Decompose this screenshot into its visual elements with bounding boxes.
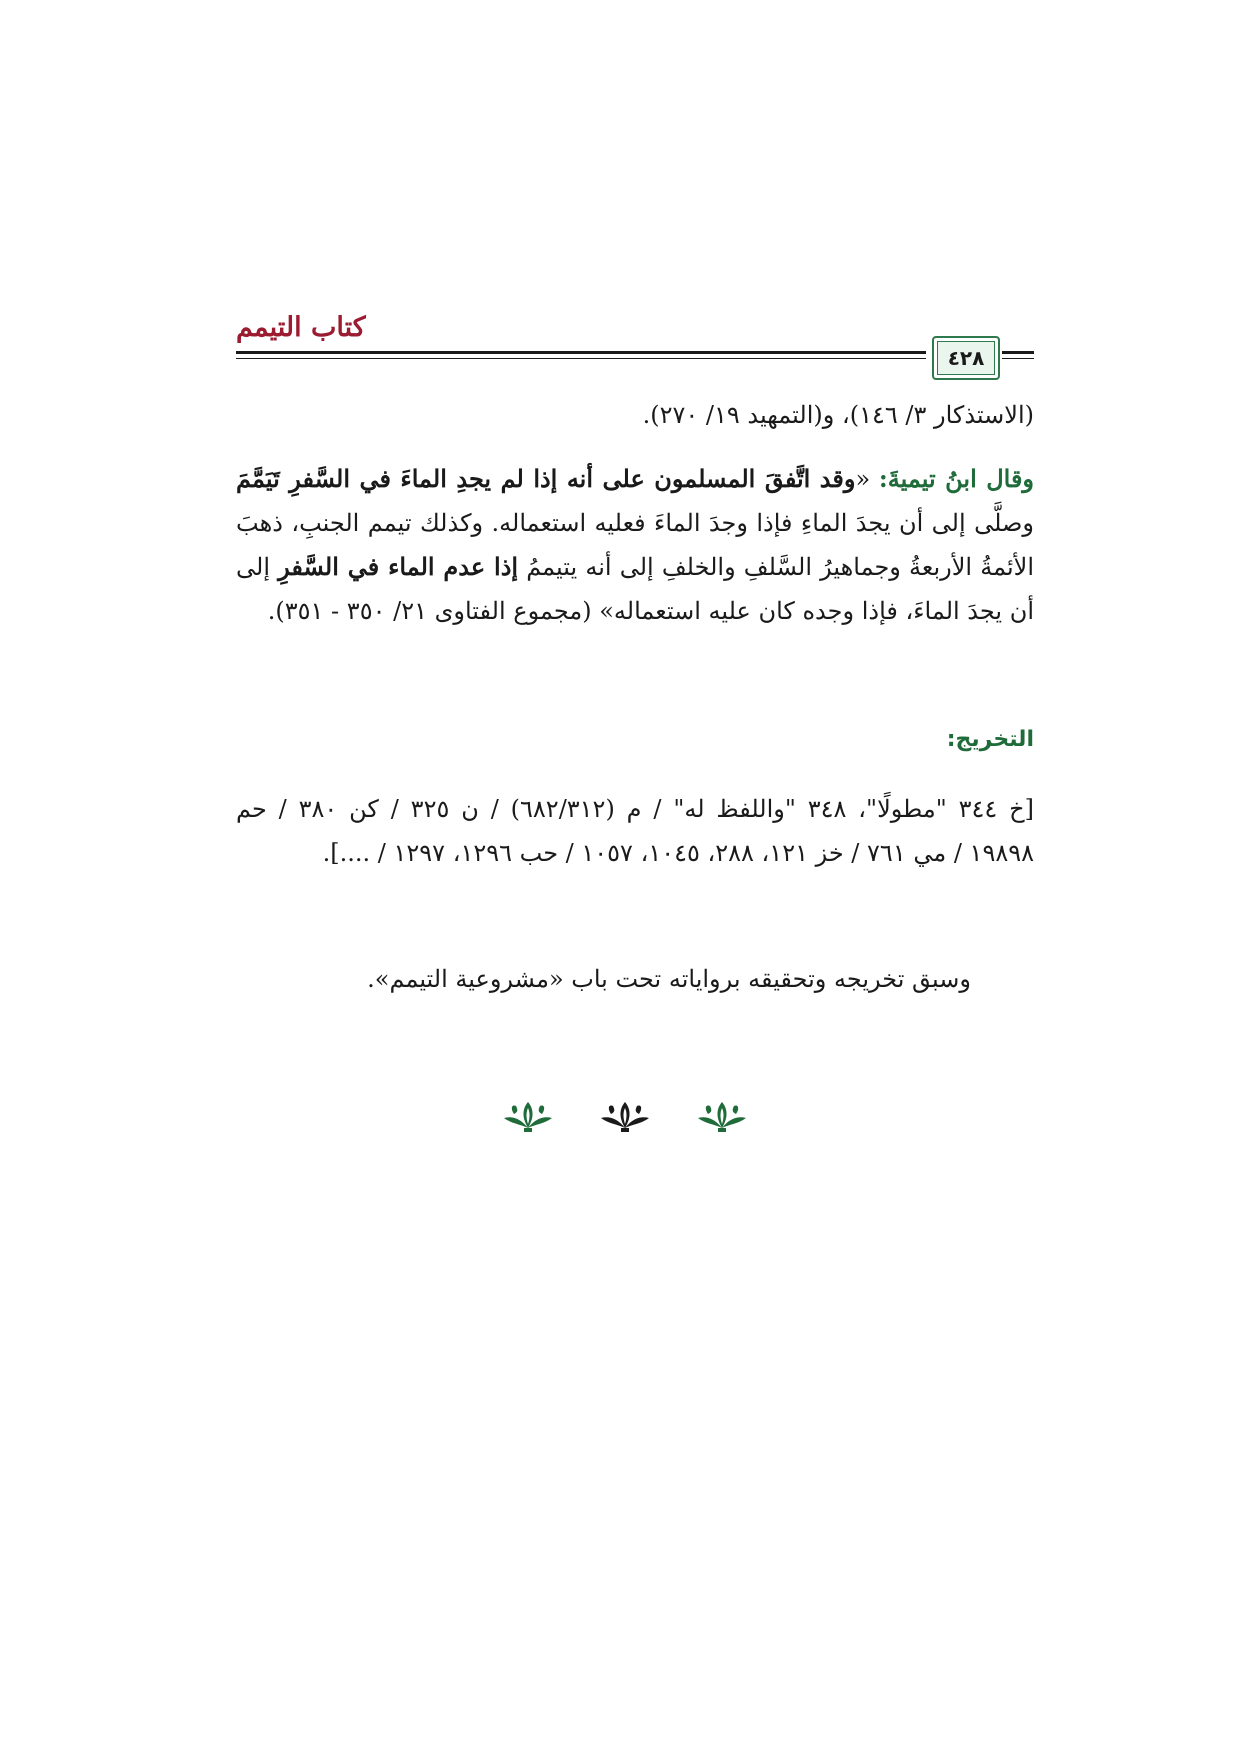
header-rule-thin	[236, 358, 1034, 359]
lotus-ornament-icon	[500, 1098, 556, 1134]
chapter-title: كتاب التيمم	[236, 312, 366, 343]
takhrij-text: [خ ٣٤٤ "مطولًا"، ٣٤٨ "واللفظ له" / م (٦٨٢/٣١٢) / ن ٣٢٥ / كن ٣٨٠ / حم ١٩٨٩٨ / مي ٧٦١ / خز ١٢١، ٢٨٨، ١٠٤٥، ١٠٥٧ / حب ١٢٩٦، ١٢٩٧ / ....].	[236, 795, 1035, 867]
note-line: وسبق تخريجه وتحقيقه برواياته تحت باب «مشروعية التيمم».	[367, 965, 971, 993]
quote-paragraph	[236, 457, 1034, 633]
header-rule-thick	[236, 351, 1034, 354]
header-rule-thin-end	[1002, 358, 1032, 359]
quote-bold-2: إذا عدم الماء في السَّفرِ	[278, 552, 519, 581]
page-number: ٤٢٨	[947, 346, 985, 370]
quote-bold-1: وقد اتَّفقَ المسلمون على أنه إذا لم يجدِ الماءَ في السَّفرِ تَيَمَّمَ	[236, 464, 856, 493]
header-rule-thick-end	[1002, 351, 1032, 354]
quote-text-3: إلى أن يجدَ الماءَ، فإذا وجده كان عليه استعماله» (مجموع الفتاوى ٢١/ ٣٥٠ - ٣٥١).	[236, 553, 1034, 625]
ornament-row	[500, 1098, 750, 1134]
quote-text-2: وصلَّى إلى أن يجدَ الماءِ فإذا وجدَ الماءَ فعليه استعماله. وكذلك تيمم الجنبِ، ذهبَ الأئمةُ الأربعةُ وجماهيرُ السَّلفِ والخلفِ إلى أنه يتيممُ	[236, 509, 1034, 581]
page-number-frame	[932, 336, 1000, 380]
lotus-ornament-icon	[694, 1098, 750, 1134]
reference-line: (الاستذكار ٣/ ١٤٦)، و(التمهيد ١٩/ ٢٧٠).	[642, 401, 1034, 429]
lotus-ornament-icon	[597, 1098, 653, 1134]
quote-author: وقال ابنُ تيميةَ:	[878, 464, 1035, 493]
quote-text-1: «	[855, 465, 879, 493]
section-heading: التخريج:	[946, 727, 1034, 752]
